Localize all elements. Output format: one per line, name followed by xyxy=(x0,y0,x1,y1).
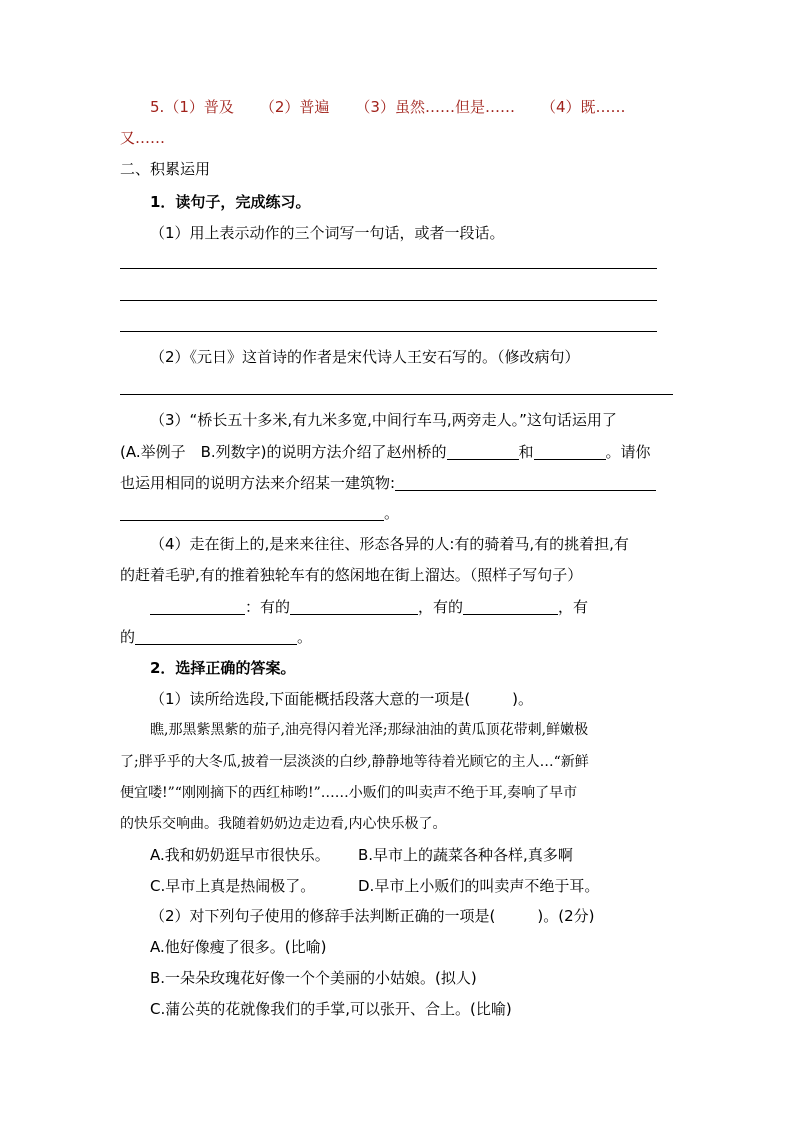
question2-part2-prompt: （2）对下列句子使用的修辞手法判断正确的一项是( )。(2分) xyxy=(150,907,595,925)
option-a[interactable]: A.他好像瘦了很多。(比喻) xyxy=(150,938,327,956)
passage-line: 便宜喽!”“刚刚摘下的西红柿哟!”……小贩们的叫卖声不绝于耳,奏响了早市 xyxy=(120,785,578,801)
question1-part4-line4: 的 。 xyxy=(120,628,313,646)
question1-part4-line3: ：有的 ，有的 ，有 xyxy=(150,597,588,617)
answer5-number: 5. xyxy=(150,98,165,116)
question1-part3-line1: （3）“桥长五十多米,有九米多宽,中间行车马,两旁走人。”这句话运用了 xyxy=(150,411,617,429)
fill-blank[interactable] xyxy=(463,599,558,615)
question1-part2-prompt: （2）《元日》这首诗的作者是宋代诗人王安石写的。（修改病句） xyxy=(150,348,580,366)
answer5-option3: （3）虽然……但是…… xyxy=(355,98,515,116)
passage-line: 了;胖乎乎的大冬瓜,披着一层淡淡的白纱,静静地等待着光顾它的主人…“新鲜 xyxy=(120,754,589,770)
fill-blank[interactable] xyxy=(120,505,384,521)
option-a[interactable]: A.我和奶奶逛早市很快乐。 xyxy=(150,846,330,864)
question1-title: 1．读句子，完成练习。 xyxy=(150,193,311,211)
answer5-option1: （1）普及 xyxy=(164,98,234,116)
question1-part1-prompt: （1）用上表示动作的三个词写一句话，或者一段话。 xyxy=(150,224,505,242)
fill-blank[interactable] xyxy=(447,444,519,460)
question1-part4-line2: 的赶着毛驴,有的推着独轮车有的悠闲地在街上溜达。（照样子写句子） xyxy=(120,566,583,584)
section-heading: 二、积累运用 xyxy=(120,160,211,178)
fill-blank[interactable] xyxy=(290,599,418,615)
option-c[interactable]: C.早市上真是热闹极了。 xyxy=(150,877,316,895)
option-b[interactable]: B.一朵朵玫瑰花好像一个个美丽的小姑娘。(拟人) xyxy=(150,969,477,987)
passage-line: 瞧,那黑紫黑紫的茄子,油亮得闪着光泽;那绿油油的黄瓜顶花带刺,鲜嫩极 xyxy=(150,722,589,738)
answer5-option2: （2）普遍 xyxy=(259,98,330,116)
question1-part4-line1: （4）走在街上的,是来来往往、形态各异的人:有的骑着马,有的挑着担,有 xyxy=(150,535,629,553)
question2-title: 2．选择正确的答案。 xyxy=(150,659,296,677)
question1-part3-line3: 也运用相同的说明方法来介绍某一建筑物: xyxy=(120,473,656,493)
answer-line[interactable] xyxy=(120,394,673,395)
answer5-line2: 又…… xyxy=(120,129,166,147)
question1-part3-line4: 。 xyxy=(120,503,399,523)
passage-line: 的快乐交响曲。我随着奶奶边走边看,内心快乐极了。 xyxy=(120,816,447,832)
option-d[interactable]: D.早市上小贩们的叫卖声不绝于耳。 xyxy=(358,877,600,895)
option-c[interactable]: C.蒲公英的花就像我们的手掌,可以张开、合上。(比喻) xyxy=(150,1000,512,1018)
answer-line[interactable] xyxy=(120,331,657,332)
question1-part3-line2: (A.举例子 B.列数字)的说明方法介绍了赵州桥的 和 。请你 xyxy=(120,443,651,461)
fill-blank[interactable] xyxy=(150,599,245,615)
fill-blank[interactable] xyxy=(395,475,656,491)
question2-part1-prompt: （1）读所给选段,下面能概括段落大意的一项是( )。 xyxy=(150,690,534,708)
fill-blank[interactable] xyxy=(135,629,297,645)
answer5-line1 xyxy=(150,97,626,117)
answer-line[interactable] xyxy=(120,268,657,269)
answer-line[interactable] xyxy=(120,300,657,301)
answer5-option4: （4）既…… xyxy=(540,98,626,116)
fill-blank[interactable] xyxy=(534,444,606,460)
option-b[interactable]: B.早市上的蔬菜各种各样,真多啊 xyxy=(358,846,573,864)
